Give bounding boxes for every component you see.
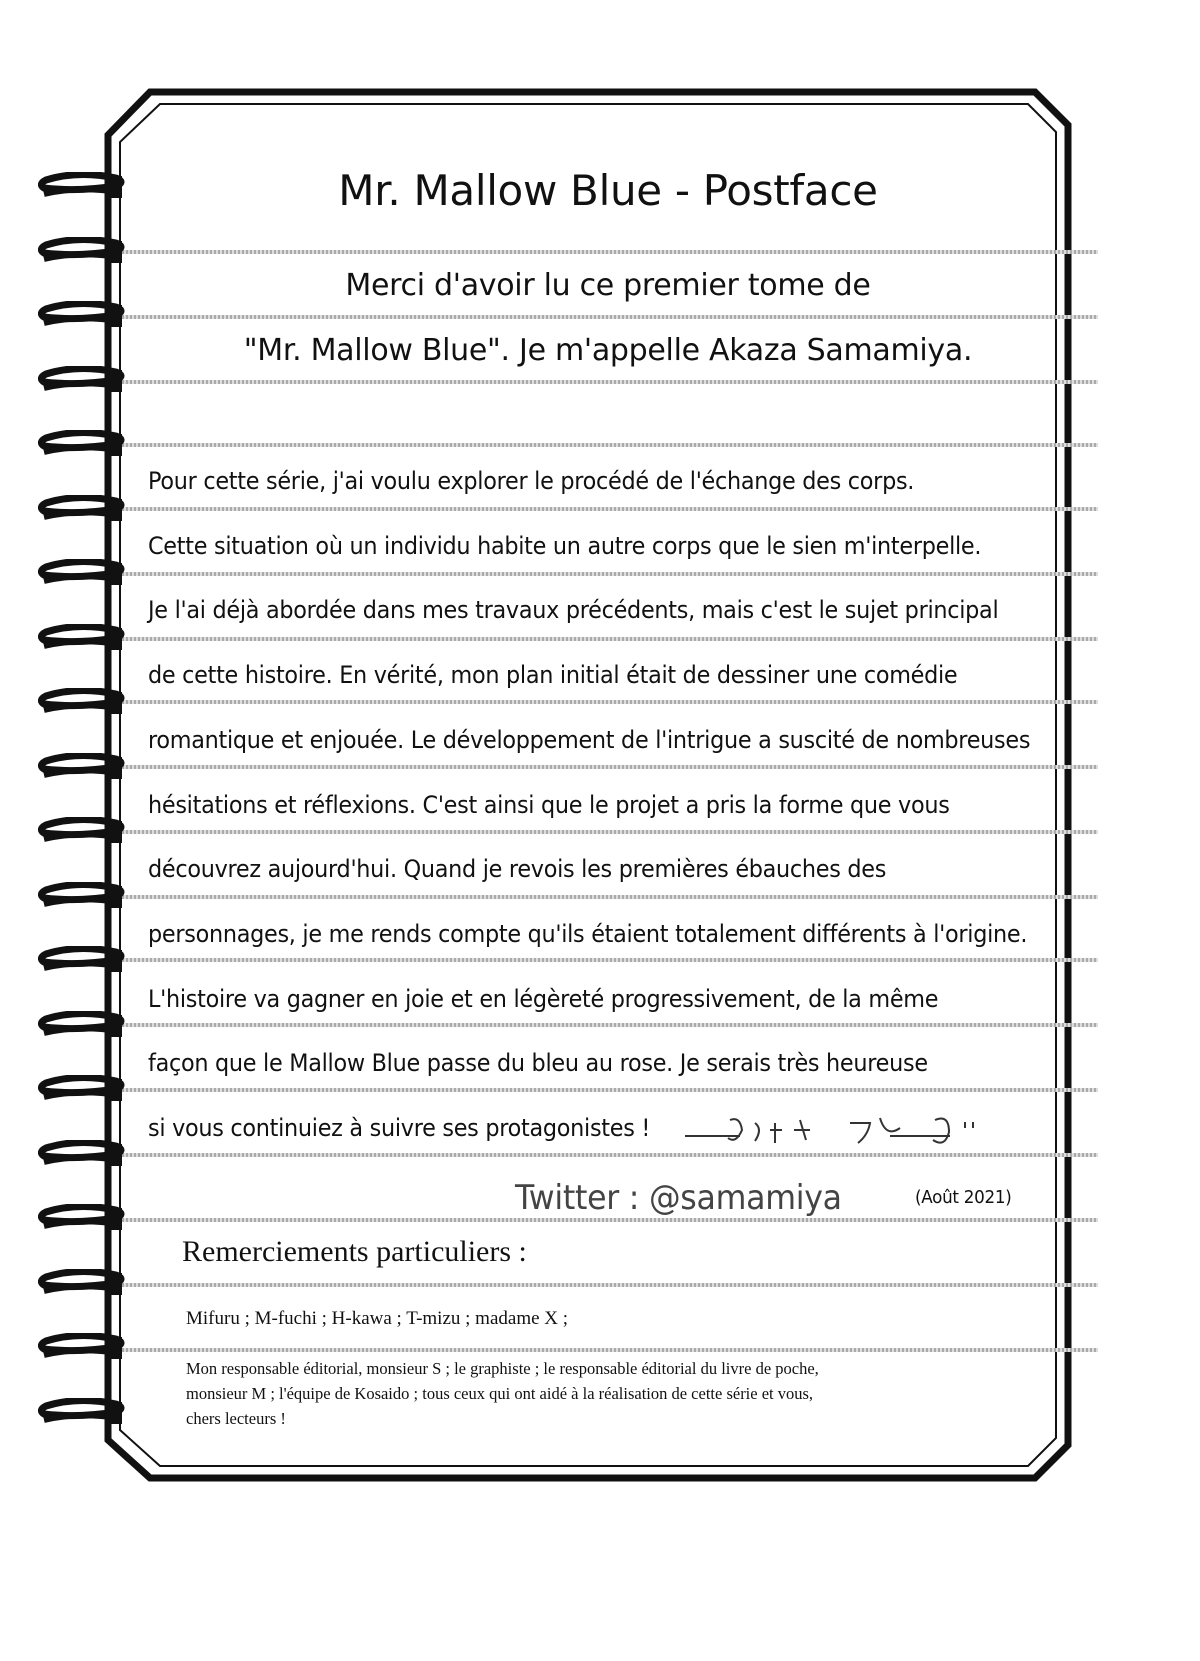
spiral-ring xyxy=(38,1398,120,1428)
spiral-ring xyxy=(38,817,120,847)
body-line: Pour cette série, j'ai voulu explorer le procédé de l'échange des corps. xyxy=(148,467,915,495)
page-title: Mr. Mallow Blue - Postface xyxy=(338,166,878,215)
body-line: si vous continuiez à suivre ses protagonistes ! xyxy=(148,1114,651,1142)
spiral-ring xyxy=(38,495,120,525)
body-line: de cette histoire. En vérité, mon plan initial était de dessiner une comédie xyxy=(148,661,958,690)
ruled-line xyxy=(118,637,1098,641)
intro-line: Merci d'avoir lu ce premier tome de xyxy=(345,268,871,303)
body-line: romantique et enjouée. Le développement de l'intrigue a suscité de nombreuses xyxy=(148,725,1031,754)
date: (Août 2021) xyxy=(915,1187,1012,1208)
signature xyxy=(680,1108,1010,1158)
ruled-line xyxy=(118,250,1098,254)
body-line: hésitations et réflexions. C'est ainsi que le projet a pris la forme que vous xyxy=(148,790,950,819)
ruled-line xyxy=(118,380,1098,384)
thanks-heading: Remerciements particuliers : xyxy=(182,1235,527,1268)
ruled-line xyxy=(118,443,1098,447)
thanks-line: chers lecteurs ! xyxy=(186,1409,286,1428)
spiral-ring xyxy=(38,624,120,654)
ruled-line xyxy=(118,765,1098,769)
body-line: façon que le Mallow Blue passe du bleu au rose. Je serais très heureuse xyxy=(148,1049,928,1078)
spiral-ring xyxy=(38,559,120,589)
body-line: Je l'ai déjà abordée dans mes travaux précédents, mais c'est le sujet principal xyxy=(148,596,999,625)
ruled-line xyxy=(118,1088,1098,1092)
spiral-ring xyxy=(38,430,120,460)
ruled-line xyxy=(118,315,1098,319)
spiral-ring xyxy=(38,172,120,202)
spiral-ring xyxy=(38,753,120,783)
body-line: L'histoire va gagner en joie et en légèreté progressivement, de la même xyxy=(148,984,939,1013)
twitter-handle: Twitter : @samamiya xyxy=(515,1178,842,1218)
spiral-ring xyxy=(38,1075,120,1105)
spiral-ring xyxy=(38,688,120,718)
thanks-line: Mon responsable éditorial, monsieur S ; le graphiste ; le responsable éditorial du livre de poche, xyxy=(186,1359,819,1378)
ruled-line xyxy=(118,1023,1098,1027)
spiral-ring xyxy=(38,1333,120,1363)
spiral-ring xyxy=(38,301,120,331)
spiral-ring xyxy=(38,1140,120,1170)
ruled-line xyxy=(118,895,1098,899)
ruled-line xyxy=(118,507,1098,511)
ruled-line xyxy=(118,958,1098,962)
ruled-line xyxy=(118,1283,1098,1287)
ruled-line xyxy=(118,830,1098,834)
spiral-ring xyxy=(38,366,120,396)
spiral-ring xyxy=(38,1204,120,1234)
body-line: personnages, je me rends compte qu'ils étaient totalement différents à l'origine. xyxy=(148,919,1028,948)
thanks-line: monsieur M ; l'équipe de Kosaido ; tous ceux qui ont aidé à la réalisation de cette série et vous, xyxy=(186,1384,814,1403)
ruled-line xyxy=(118,1218,1098,1222)
spiral-ring xyxy=(38,1011,120,1041)
body-line: découvrez aujourd'hui. Quand je revois les premières ébauches des xyxy=(148,855,887,884)
intro-line: "Mr. Mallow Blue". Je m'appelle Akaza Samamiya. xyxy=(243,333,973,368)
spiral-ring xyxy=(38,882,120,912)
ruled-line xyxy=(118,700,1098,704)
spiral-ring xyxy=(38,237,120,267)
thanks-names: Mifuru ; M-fuchi ; H-kawa ; T-mizu ; madame X ; xyxy=(186,1308,569,1329)
ruled-line xyxy=(118,1348,1098,1352)
body-line: Cette situation où un individu habite un autre corps que le sien m'interpelle. xyxy=(148,531,982,560)
spiral-ring xyxy=(38,946,120,976)
thanks-text xyxy=(186,1356,819,1431)
spiral-ring xyxy=(38,1269,120,1299)
ruled-line xyxy=(118,572,1098,576)
